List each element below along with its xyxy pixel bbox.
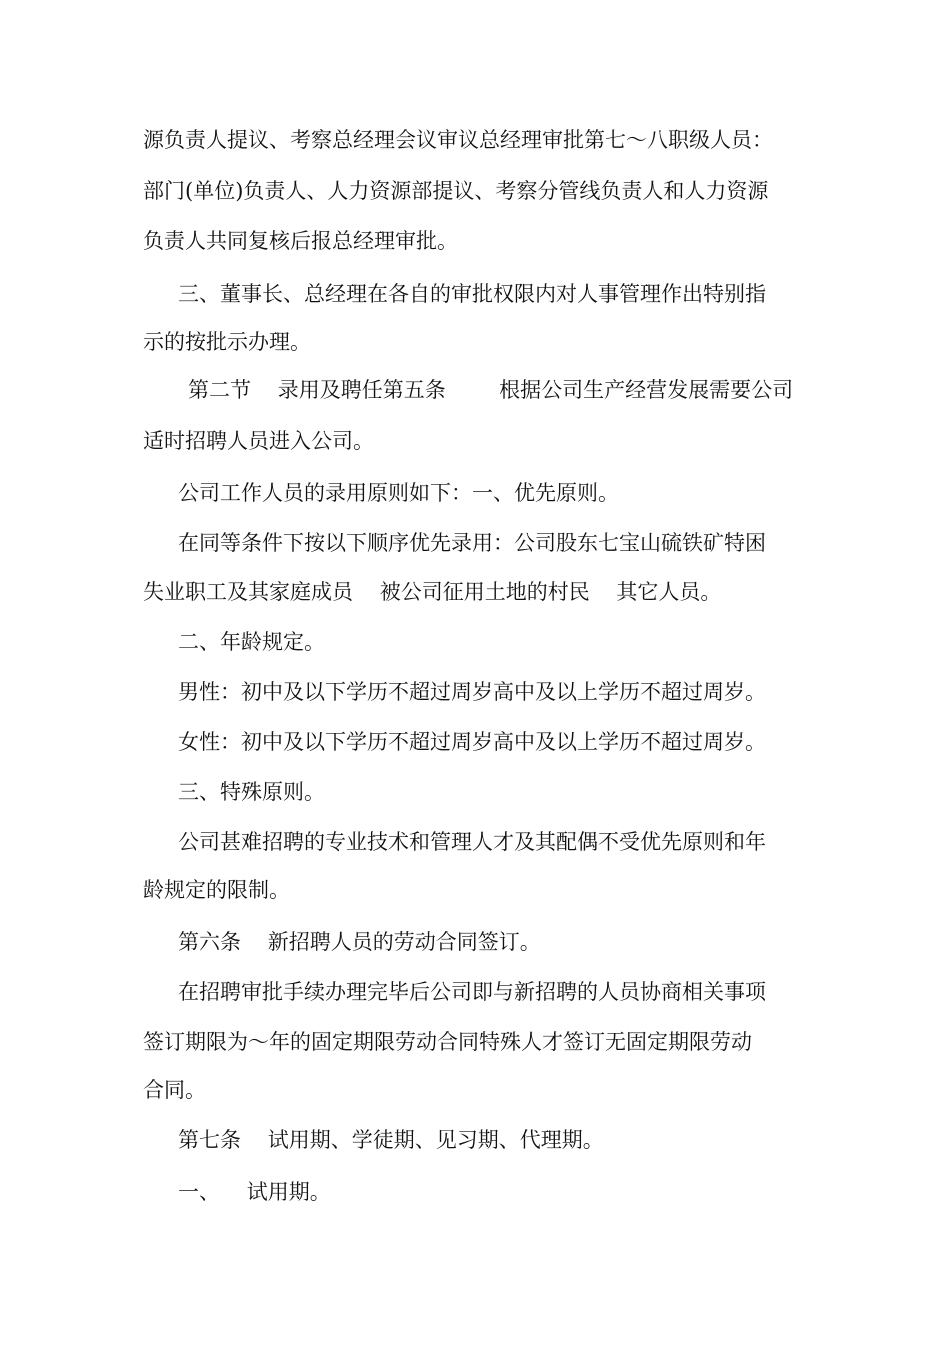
article-heading: 第六条 新招聘人员的劳动合同签订。 [178,930,541,954]
text-line: 公司工作人员的录用原则如下：一、优先原则。 [178,481,619,505]
text-line: 三、特殊原则。 [178,780,325,804]
text-line: 女性：初中及以下学历不超过周岁高中及以上学历不超过周岁。 [178,730,766,754]
text-line: 公司甚难招聘的专业技术和管理人才及其配偶不受优先原则和年 [178,830,766,854]
text-line: 合同。 [143,1078,206,1102]
text-line: 男性：初中及以下学历不超过周岁高中及以上学历不超过周岁。 [178,680,766,704]
text-line: 在招聘审批手续办理完毕后公司即与新招聘的人员协商相关事项 [178,980,766,1004]
section-heading: 第二节 录用及聘任第五条 根据公司生产经营发展需要公司 [188,378,794,402]
text-line: 签订期限为～年的固定期限劳动合同特殊人才签订无固定期限劳动 [143,1030,752,1054]
text-line: 负责人共同复核后报总经理审批。 [143,229,458,253]
text-line: 在同等条件下按以下顺序优先录用：公司股东七宝山硫铁矿特困 [178,531,766,555]
text-line: 适时招聘人员进入公司。 [143,429,374,453]
text-line: 三、董事长、总经理在各自的审批权限内对人事管理作出特别指 [178,282,766,306]
text-line: 二、年龄规定。 [178,630,325,654]
text-line: 部门(单位)负责人、人力资源部提议、考察分管线负责人和人力资源 [143,179,769,203]
text-line: 源负责人提议、考察总经理会议审议总经理审批第七～八职级人员： [143,128,773,152]
text-line: 龄规定的限制。 [143,878,290,902]
text-line: 失业职工及其家庭成员 被公司征用土地的村民 其它人员。 [143,580,722,604]
article-heading: 第七条 试用期、学徒期、见习期、代理期。 [178,1128,604,1152]
text-line: 一、 试用期。 [178,1180,331,1204]
text-line: 示的按批示办理。 [143,330,311,354]
